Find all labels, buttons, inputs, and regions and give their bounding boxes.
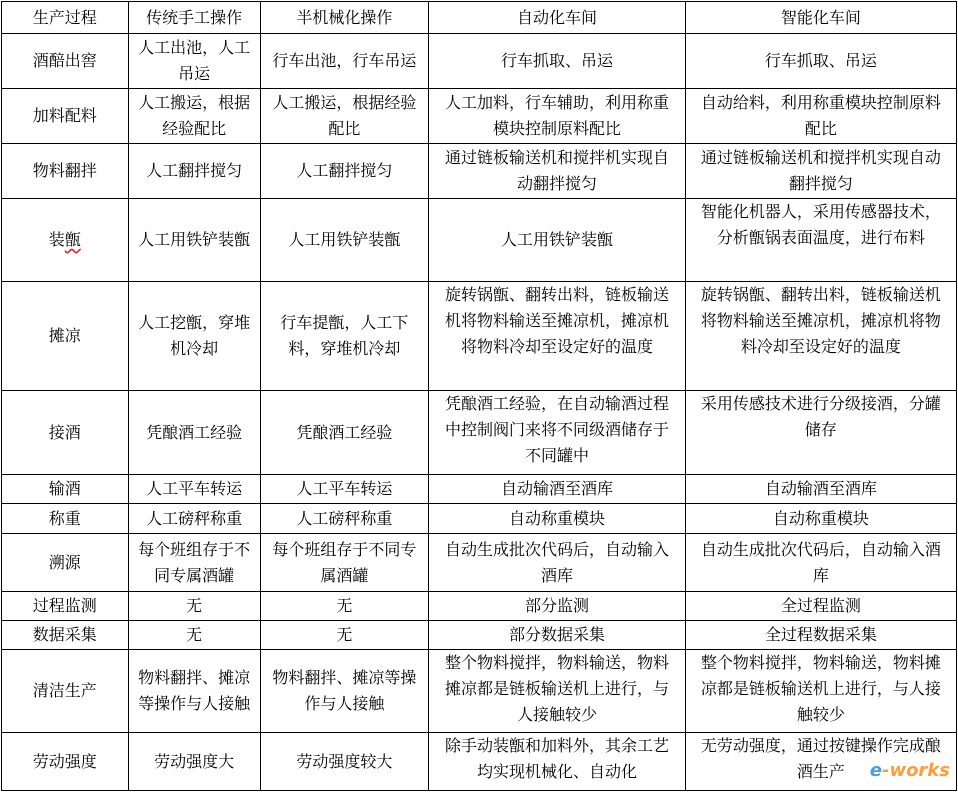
cell-manual: 人工挖甑，穿堆机冷却	[128, 282, 260, 391]
cell-semi-mechanized: 无	[260, 592, 429, 621]
table-row	[2, 89, 957, 144]
cell-manual: 人工搬运，根据经验配比	[128, 89, 260, 144]
table-row	[2, 650, 957, 733]
cell-intelligent: 自动输酒至酒库	[685, 475, 956, 504]
cell-manual: 无	[128, 592, 260, 621]
table-row	[2, 391, 957, 475]
comparison-table	[1, 1, 957, 791]
cell-manual: 人工翻拌搅匀	[128, 144, 260, 199]
cell-semi-mechanized: 无	[260, 621, 429, 650]
cell-manual: 每个班组存于不同专属酒罐	[128, 534, 260, 592]
cell-intelligent: 全过程数据采集	[685, 621, 956, 650]
table-row	[2, 621, 957, 650]
cell-intelligent: 全过程监测	[685, 592, 956, 621]
cell-process: 称重	[2, 504, 129, 534]
cell-process: 清洁生产	[2, 650, 129, 733]
cell-semi-mechanized: 物料翻拌、摊凉等操作与人接触	[260, 650, 429, 733]
cell-intelligent: 自动生成批次代码后，自动输入酒库	[685, 534, 956, 592]
table-row	[2, 592, 957, 621]
cell-intelligent: 旋转锅甑、翻转出料，链板输送机将物料输送至摊凉机，摊凉机将物料冷却至设定好的温度	[685, 282, 956, 391]
cell-manual: 无	[128, 621, 260, 650]
table-row	[2, 534, 957, 592]
table-row	[2, 34, 957, 89]
table-header-row	[2, 2, 957, 34]
cell-automated: 人工用铁铲装甑	[429, 199, 685, 282]
table-row	[2, 733, 957, 791]
cell-automated: 整个物料搅拌，物料输送，物料摊凉都是链板输送机上进行，与人接触较少	[429, 650, 685, 733]
header-intelligent: 智能化车间	[685, 2, 956, 34]
cell-process: 接酒	[2, 391, 129, 475]
cell-semi-mechanized: 每个班组存于不同专属酒罐	[260, 534, 429, 592]
cell-semi-mechanized: 人工用铁铲装甑	[260, 199, 429, 282]
cell-intelligent: 智能化机器人，采用传感器技术，分析甑锅表面温度，进行布料	[685, 199, 956, 282]
cell-automated: 通过链板输送机和搅拌机实现自动翻拌搅匀	[429, 144, 685, 199]
cell-process: 数据采集	[2, 621, 129, 650]
cell-automated: 自动输酒至酒库	[429, 475, 685, 504]
cell-intelligent: 无劳动强度，通过按键操作完成酿酒生产	[685, 733, 956, 791]
cell-intelligent: 自动称重模块	[685, 504, 956, 534]
cell-semi-mechanized: 人工磅秤称重	[260, 504, 429, 534]
cell-process: 装甑	[2, 199, 129, 282]
header-manual: 传统手工操作	[128, 2, 260, 34]
cell-process: 溯源	[2, 534, 129, 592]
cell-automated: 人工加料，行车辅助，利用称重模块控制原料配比	[429, 89, 685, 144]
cell-manual: 劳动强度大	[128, 733, 260, 791]
cell-intelligent: 整个物料搅拌，物料输送，物料摊凉都是链板输送机上进行，与人接触较少	[685, 650, 956, 733]
cell-semi-mechanized: 行车提甑，人工下料，穿堆机冷却	[260, 282, 429, 391]
cell-automated: 部分数据采集	[429, 621, 685, 650]
header-semi-mechanized: 半机械化操作	[260, 2, 429, 34]
cell-manual: 人工用铁铲装甑	[128, 199, 260, 282]
cell-intelligent: 采用传感技术进行分级接酒，分罐储存	[685, 391, 956, 475]
cell-semi-mechanized: 劳动强度较大	[260, 733, 429, 791]
cell-automated: 凭酿酒工经验，在自动输酒过程中控制阀门来将不同级酒储存于不同罐中	[429, 391, 685, 475]
cell-manual: 人工磅秤称重	[128, 504, 260, 534]
cell-manual: 人工平车转运	[128, 475, 260, 504]
cell-semi-mechanized: 人工翻拌搅匀	[260, 144, 429, 199]
table-row	[2, 504, 957, 534]
table-row	[2, 282, 957, 391]
header-automated: 自动化车间	[429, 2, 685, 34]
cell-automated: 除手动装甑和加料外，其余工艺均实现机械化、自动化	[429, 733, 685, 791]
watermark-logo: e-works	[869, 760, 950, 781]
cell-semi-mechanized: 人工搬运，根据经验配比	[260, 89, 429, 144]
header-process: 生产过程	[2, 2, 129, 34]
cell-automated: 旋转锅甑、翻转出料，链板输送机将物料输送至摊凉机，摊凉机将物料冷却至设定好的温度	[429, 282, 685, 391]
spellcheck-underline: 甑	[64, 230, 81, 249]
cell-automated: 自动生成批次代码后，自动输入酒库	[429, 534, 685, 592]
table-row	[2, 144, 957, 199]
table-row	[2, 199, 957, 282]
table-row	[2, 475, 957, 504]
cell-process: 酒醅出窖	[2, 34, 129, 89]
cell-process: 摊凉	[2, 282, 129, 391]
cell-process: 物料翻拌	[2, 144, 129, 199]
cell-process: 过程监测	[2, 592, 129, 621]
cell-intelligent: 行车抓取、吊运	[685, 34, 956, 89]
cell-manual: 人工出池，人工吊运	[128, 34, 260, 89]
cell-manual: 凭酿酒工经验	[128, 391, 260, 475]
cell-semi-mechanized: 凭酿酒工经验	[260, 391, 429, 475]
cell-process: 加料配料	[2, 89, 129, 144]
cell-semi-mechanized: 行车出池，行车吊运	[260, 34, 429, 89]
cell-automated: 自动称重模块	[429, 504, 685, 534]
cell-automated: 部分监测	[429, 592, 685, 621]
cell-semi-mechanized: 人工平车转运	[260, 475, 429, 504]
cell-process: 劳动强度	[2, 733, 129, 791]
cell-automated: 行车抓取、吊运	[429, 34, 685, 89]
cell-intelligent: 通过链板输送机和搅拌机实现自动翻拌搅匀	[685, 144, 956, 199]
cell-manual: 物料翻拌、摊凉等操作与人接触	[128, 650, 260, 733]
cell-intelligent: 自动给料，利用称重模块控制原料配比	[685, 89, 956, 144]
cell-process: 输酒	[2, 475, 129, 504]
